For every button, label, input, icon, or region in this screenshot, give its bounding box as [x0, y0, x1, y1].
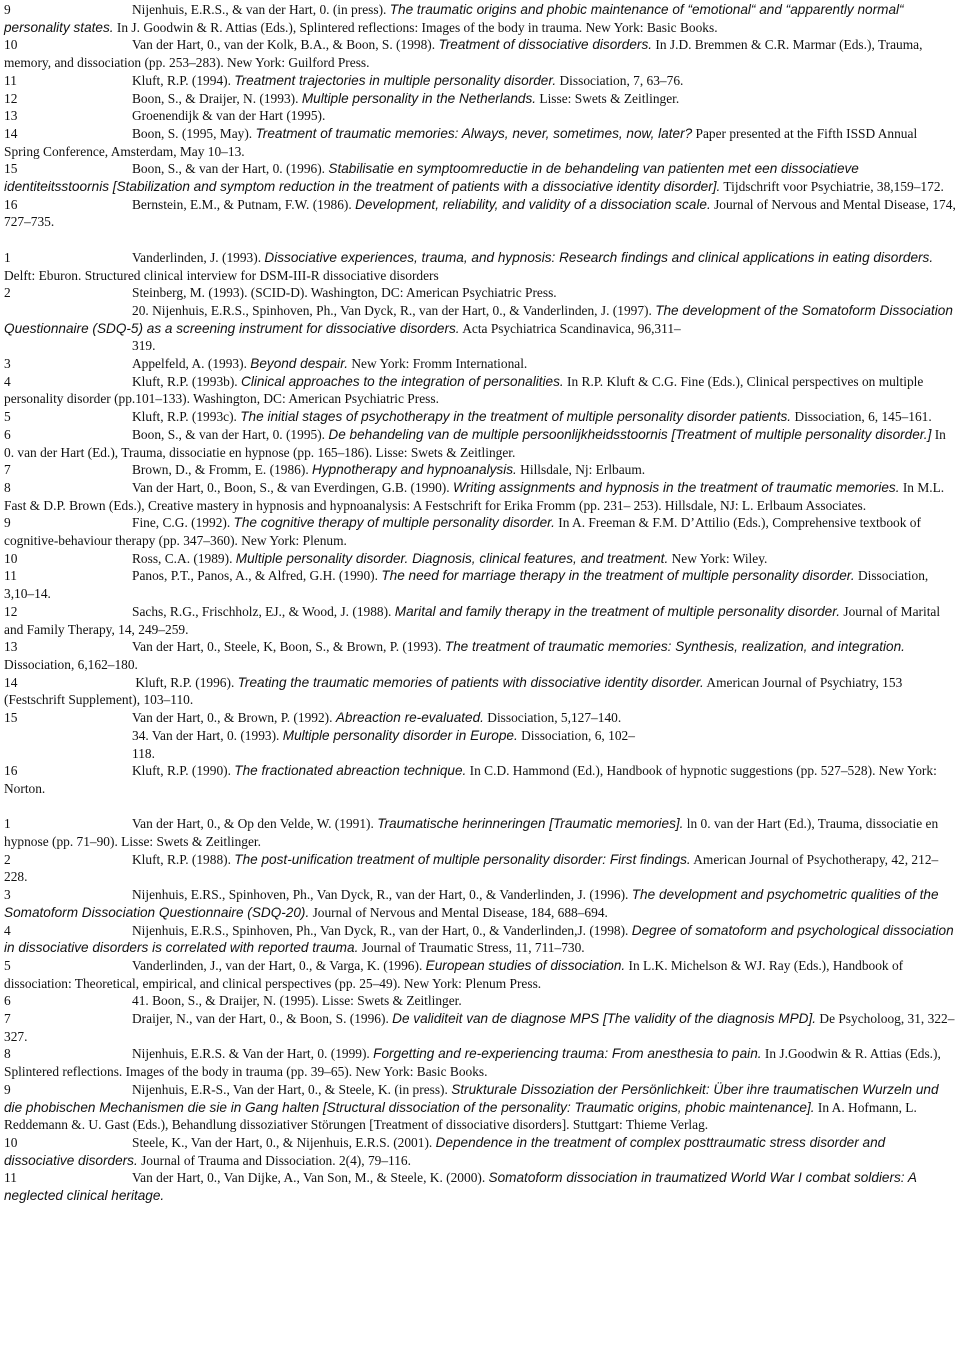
- reference-source: American Journal of Psychiatry, 153 (Festschrift Supplement), 103–110.: [4, 674, 903, 708]
- reference-entry: [4, 762, 956, 797]
- reference-number: 2: [4, 851, 11, 867]
- reference-entry: [4, 550, 956, 568]
- reference-source: Dissociation, 6, 102–: [517, 727, 635, 743]
- reference-entry: [4, 957, 956, 992]
- reference-number: 3: [4, 887, 11, 903]
- reference-number: 2: [4, 285, 11, 301]
- reference-entry: [4, 567, 956, 602]
- reference-source: Dissociation, 7, 63–76.: [556, 72, 684, 88]
- reference-authors: Steinberg, M. (1993). (SCID-D). Washington, DC: American Psychiatric Press.: [132, 285, 557, 301]
- reference-entry: [4, 337, 956, 355]
- reference-number: 16: [4, 763, 18, 779]
- reference-entry: [4, 1169, 956, 1204]
- reference-source: In 0. van der Hart (Ed.), Trauma, dissociatie en hypnose (pp. 165–186). Lisse: Swets & Zeitlinger.: [4, 426, 946, 460]
- reference-entry: [4, 1010, 956, 1045]
- reference-entry: [4, 284, 956, 302]
- reference-title: The development and psychometric qualities of the Somatoform Dissociation Questionnaire (SDQ-20).: [4, 887, 939, 920]
- reference-source: New York: Wiley.: [668, 550, 768, 566]
- reference-authors: Van der Hart, 0., & Brown, P. (1992).: [132, 710, 336, 726]
- reference-authors: 118.: [132, 745, 155, 761]
- reference-entry: [4, 196, 956, 231]
- reference-source: Delft: Eburon. Structured clinical interview for DSM-III-R dissociative disorders: [4, 267, 439, 283]
- reference-entry: [4, 479, 956, 514]
- reference-number: 7: [4, 1011, 11, 1027]
- reference-source: Journal of Traumatic Stress, 11, 711–730.: [358, 940, 585, 956]
- reference-authors: Nijenhuis, E.R.S., Spinhoven, Ph., Van Dyck, R., van der Hart, 0., & Vanderlinden,J. (1998).: [132, 922, 632, 938]
- reference-entry: [4, 461, 956, 479]
- reference-title: Beyond despair.: [250, 356, 349, 372]
- reference-authors: Van der Hart, 0., Van Dijke, A., Van Son, M., & Steele, K. (2000).: [132, 1170, 489, 1186]
- reference-number: 10: [4, 550, 18, 566]
- reference-number: 12: [4, 90, 18, 106]
- reference-title: Development, reliability, and validity of a dissociation scale.: [355, 196, 711, 212]
- reference-authors: Boon, S., & van der Hart, 0. (1995).: [132, 426, 329, 442]
- reference-entry: [4, 1081, 956, 1134]
- reference-entry: [4, 727, 956, 745]
- reference-authors: Ross, C.A. (1989).: [132, 550, 236, 566]
- reference-number: 1: [4, 249, 11, 265]
- section-gap: [4, 231, 956, 249]
- reference-entry: [4, 638, 956, 673]
- reference-number: 6: [4, 993, 11, 1009]
- reference-entry: [4, 302, 956, 337]
- reference-number: 15: [4, 710, 18, 726]
- reference-entry: [4, 514, 956, 549]
- reference-source: American Journal of Psychotherapy, 42, 212–228.: [4, 851, 939, 885]
- reference-title: The initial stages of psychotherapy in the treatment of multiple personality disorder patients.: [240, 409, 792, 425]
- reference-authors: Boon, S., & van der Hart, 0. (1996).: [132, 161, 329, 177]
- reference-number: 3: [4, 356, 11, 372]
- reference-title: The treatment of traumatic memories: Synthesis, realization, and integration.: [444, 639, 905, 655]
- reference-entry: [4, 355, 956, 373]
- reference-authors: Panos, P.T., Panos, A., & Alfred, G.H. (1990).: [132, 568, 382, 584]
- reference-authors: Kluft, R.P. (1988).: [132, 851, 235, 867]
- reference-entry: [4, 886, 956, 921]
- reference-entry: [4, 709, 956, 727]
- reference-number: 16: [4, 196, 18, 212]
- reference-authors: Kluft, R.P. (1993b).: [132, 373, 241, 389]
- reference-title: Multiple personality in the Netherlands.: [301, 90, 537, 106]
- reference-source: Dissociation, 5,127–140.: [483, 710, 622, 726]
- reference-authors: Kluft, R.P. (1996).: [132, 674, 238, 690]
- reference-section: [4, 815, 956, 1204]
- reference-entry: [4, 992, 956, 1010]
- reference-source: In J.Goodwin & R. Attias (Eds.), Splintered reflections. Images of the body in trauma (pp. 39–65). New York: Basic Books.: [4, 1046, 941, 1080]
- reference-entry: [4, 249, 956, 284]
- reference-authors: Van der Hart, 0., & Op den Velde, W. (1991).: [132, 816, 378, 832]
- reference-authors: Brown, D., & Fromm, E. (1986).: [132, 462, 313, 478]
- reference-authors: Vanderlinden, J., van der Hart, 0., & Varga, K. (1996).: [132, 957, 426, 973]
- reference-title: De behandeling van de multiple persoonlijkheidsstoornis [Treatment of multiple personality disorder.]: [328, 426, 932, 442]
- reference-entry: [4, 815, 956, 850]
- reference-title: Traumatische herinneringen [Traumatic memories].: [377, 816, 684, 832]
- reference-authors: Nijenhuis, E.RS., Spinhoven, Ph., Van Dyck, R., van der Hart, 0., & Vanderlinden, J. (1996).: [132, 887, 632, 903]
- reference-title: Dissociative experiences, trauma, and hypnosis: Research findings and clinical applications in eating disorders.: [264, 249, 934, 265]
- reference-title: Hypnotherapy and hypnoanalysis.: [312, 462, 517, 478]
- reference-entry: [4, 373, 956, 408]
- reference-authors: Kluft, R.P. (1993c).: [132, 409, 241, 425]
- reference-source: Dissociation, 6, 145–161.: [791, 409, 932, 425]
- reference-source: Journal of Marital and Family Therapy, 14, 249–259.: [4, 603, 941, 637]
- reference-number: 9: [4, 1081, 11, 1097]
- reference-number: 12: [4, 603, 18, 619]
- reference-title: Treating the traumatic memories of patients with dissociative identity disorder.: [237, 674, 704, 690]
- reference-source: New York: Fromm International.: [348, 356, 528, 372]
- reference-title: European studies of dissociation.: [425, 957, 626, 973]
- reference-authors: Bernstein, E.M., & Putnam, F.W. (1986).: [132, 196, 356, 212]
- reference-title: Writing assignments and hypnosis in the treatment of traumatic memories.: [452, 479, 900, 495]
- reference-authors: Kluft, R.P. (1994).: [132, 72, 235, 88]
- reference-number: 11: [4, 72, 17, 88]
- reference-authors: 34. Van der Hart, 0. (1993).: [132, 727, 283, 743]
- reference-entry: [4, 125, 956, 160]
- reference-entry: [4, 1, 956, 36]
- reference-authors: Vanderlinden, J. (1993).: [132, 249, 265, 265]
- reference-entry: [4, 745, 956, 763]
- reference-number: 11: [4, 1170, 17, 1186]
- reference-title: The development of the Somatoform Dissociation Questionnaire (SDQ-5) as a screening instrument for dissociative disorders.: [4, 302, 953, 336]
- reference-authors: Van der Hart, 0., Boon, S., & van Everdingen, G.B. (1990).: [132, 479, 453, 495]
- reference-entry: [4, 851, 956, 886]
- reference-authors: Draijer, N., van der Hart, 0., & Boon, S. (1996).: [132, 1011, 393, 1027]
- reference-authors: Boon, S., & Draijer, N. (1993).: [132, 90, 302, 106]
- reference-title: Somatoform dissociation in traumatized World War I combat soldiers: A neglected clinical heritage.: [4, 1170, 917, 1204]
- reference-title: The fractionated abreaction technique.: [234, 763, 467, 779]
- reference-source: Paper presented at the Fifth ISSD Annual Spring Conference, Amsterdam, May 10–13.: [4, 125, 918, 159]
- reference-title: The cognitive therapy of multiple personality disorder.: [233, 515, 555, 531]
- reference-source: Journal of Trauma and Dissociation. 2(4), 79–116.: [137, 1152, 411, 1168]
- reference-title: Treatment of traumatic memories: Always, never, sometimes, now, later?: [255, 125, 693, 141]
- reference-source: Tijdschrift voor Psychiatrie, 38,159–172.: [720, 179, 944, 195]
- reference-title: Forgetting and re-experiencing trauma: From anesthesia to pain.: [373, 1046, 762, 1062]
- reference-number: 7: [4, 462, 11, 478]
- reference-authors: 319.: [132, 338, 156, 354]
- reference-entry: [4, 674, 956, 709]
- reference-source: In C.D. Hammond (Ed.), Handbook of hypnotic suggestions (pp. 527–528). New York: Norton.: [4, 763, 937, 796]
- reference-section: [4, 249, 956, 798]
- reference-number: 15: [4, 161, 18, 177]
- reference-number: 10: [4, 1134, 18, 1150]
- reference-source: In L.K. Michelson & WJ. Ray (Eds.), Handbook of dissociation: Theoretical, empirical, and clinical perspectives (pp. 25–49). New York: Plenum Press.: [4, 957, 904, 991]
- reference-entry: [4, 1045, 956, 1080]
- reference-authors: Van der Hart, 0., van der Kolk, B.A., & Boon, S. (1998).: [132, 37, 439, 53]
- reference-number: 13: [4, 108, 18, 124]
- reference-title: The post-unification treatment of multiple personality disorder: First findings.: [234, 851, 691, 867]
- reference-number: 6: [4, 426, 11, 442]
- reference-authors: Boon, S. (1995, May).: [132, 125, 256, 141]
- reference-title: Multiple personality disorder. Diagnosis, clinical features, and treatment.: [235, 550, 669, 566]
- reference-source: De Psycholoog, 31, 322–327.: [4, 1011, 955, 1044]
- reference-number: 8: [4, 1046, 11, 1062]
- reference-number: 14: [4, 674, 18, 690]
- reference-number: 9: [4, 515, 11, 531]
- reference-source: In R.P. Kluft & C.G. Fine (Eds.), Clinical perspectives on multiple personality disorder (pp.101–133). Washington, DC: American Psychiatric Press.: [4, 373, 924, 407]
- reference-source: Hillsdale, Nj: Erlbaum.: [516, 462, 646, 478]
- reference-authors: Nijenhuis, E.R-S., Van der Hart, 0., & Steele, K. (in press).: [132, 1081, 452, 1097]
- reference-source: In A. Hofmann, L. Reddemann &. U. Gast (Eds.), Behandlung dissoziativer Störungen [Treatment of dissociative disorders]. Stuttgart: Thieme Verlag.: [4, 1099, 917, 1133]
- reference-title: Clinical approaches to the integration of personalities.: [241, 373, 564, 389]
- reference-number: 4: [4, 922, 11, 938]
- reference-title: Multiple personality disorder in Europe.: [282, 727, 518, 743]
- reference-number: 10: [4, 37, 18, 53]
- reference-title: Strukturale Dissoziation der Persönlichkeit: Über ihre traumatischen Wurzeln und die phobischen Mechanismen die sie in Gang halten [Structural dissociation of the personality: Traumatic origins, phobic maintenance].: [4, 1081, 939, 1115]
- reference-source: In M.L. Fast & D.P. Brown (Eds.), Creative mastery in hypnosis and hypnoanalysis: A Festschrift for Erika Fromm (pp. 231– 253). Hillsdale, NJ: L. Erlbaum Associates.: [4, 479, 945, 513]
- reference-authors: 41. Boon, S., & Draijer, N. (1995). Lisse: Swets & Zeitlinger.: [132, 993, 462, 1009]
- reference-source: Lisse: Swets & Zeitlinger.: [536, 90, 680, 106]
- reference-authors: Kluft, R.P. (1990).: [132, 763, 235, 779]
- reference-authors: Van der Hart, 0., Steele, K, Boon, S., & Brown, P. (1993).: [132, 639, 445, 655]
- reference-number: 4: [4, 373, 11, 389]
- reference-source: Dissociation, 6,162–180.: [4, 657, 138, 672]
- reference-entry: [4, 90, 956, 108]
- reference-authors: Sachs, R.G., Frischholz, EJ., & Wood, J. (1988).: [132, 603, 395, 619]
- reference-title: Marital and family therapy in the treatment of multiple personality disorder.: [394, 603, 841, 619]
- reference-number: 14: [4, 125, 18, 141]
- reference-title: Treatment trajectories in multiple personality disorder.: [234, 72, 557, 88]
- reference-title: Stabilisatie en symptoomreductie in de behandeling van patienten met een dissociatieve identiteitsstoornis [Stabilization and symptom reduction in the treatment of patients with a dissociative identity disorder].: [4, 161, 859, 195]
- reference-source: In J.D. Bremmen & C.R. Marmar (Eds.), Trauma, memory, and dissociation (pp. 253–283). New York: Guilford Press.: [4, 37, 923, 71]
- reference-source: ln 0. van der Hart (Ed.), Trauma, dissociatie en hypnose (pp. 71–90). Lisse: Swets & Zeitlinger.: [4, 816, 939, 850]
- reference-number: 8: [4, 479, 11, 495]
- reference-authors: Steele, K., Van der Hart, 0., & Nijenhuis, E.R.S. (2001).: [132, 1134, 436, 1150]
- reference-number: 11: [4, 568, 17, 584]
- reference-source: Journal of Nervous and Mental Disease, 174, 727–735.: [4, 196, 956, 230]
- reference-source: In J. Goodwin & R. Attias (Eds.), Splintered reflections: Images of the body in trauma. New York: Basic Books.: [113, 19, 718, 35]
- reference-title: De validiteit van de diagnose MPS [The validity of the diagnosis MPD].: [392, 1011, 817, 1027]
- reference-entry: [4, 160, 956, 195]
- reference-source: Dissociation, 3,10–14.: [4, 568, 929, 602]
- reference-authors: Nijenhuis, E.R.S. & Van der Hart, 0. (1999).: [132, 1046, 374, 1062]
- reference-number: 13: [4, 639, 18, 655]
- reference-authors: Nijenhuis, E.R.S., & van der Hart, 0. (in press).: [132, 2, 390, 17]
- reference-entry: [4, 603, 956, 638]
- reference-authors: 20. Nijenhuis, E.R.S., Spinhoven, Ph., Van Dyck, R., van der Hart, 0., & Vanderlinden, J. (1997).: [132, 302, 656, 318]
- reference-number: 5: [4, 409, 11, 425]
- reference-section: [4, 1, 956, 231]
- reference-number: 1: [4, 816, 11, 832]
- section-gap: [4, 798, 956, 816]
- reference-title: Degree of somatoform and psychological dissociation in dissociative disorders is correlated with reported trauma.: [4, 922, 954, 956]
- reference-title: Treatment of dissociative disorders.: [438, 37, 653, 53]
- reference-title: The need for marriage therapy in the treatment of multiple personality disorder.: [381, 568, 855, 584]
- reference-entry: [4, 36, 956, 71]
- reference-title: The traumatic origins and phobic maintenance of “emotional“ and “apparently normal“ personality states.: [4, 2, 904, 35]
- reference-entry: [4, 107, 956, 125]
- reference-authors: Appelfeld, A. (1993).: [132, 356, 251, 372]
- reference-authors: Groenendijk & van der Hart (1995).: [132, 108, 326, 124]
- reference-title: Abreaction re-evaluated.: [335, 710, 484, 726]
- reference-entry: [4, 72, 956, 90]
- reference-entry: [4, 922, 956, 957]
- reference-source: In A. Freeman & F.M. D’Attilio (Eds.), Comprehensive textbook of cognitive-behaviour therapy (pp. 347–360). New York: Plenum.: [4, 515, 921, 549]
- reference-title: Dependence in the treatment of complex posttraumatic stress disorder and dissociative disorders.: [4, 1134, 886, 1168]
- reference-authors: Fine, C.G. (1992).: [132, 515, 234, 531]
- reference-source: Acta Psychiatrica Scandinavica, 96,311–: [459, 320, 681, 336]
- reference-entry: [4, 408, 956, 426]
- reference-number: 9: [4, 2, 11, 17]
- reference-source: Journal of Nervous and Mental Disease, 184, 688–694.: [309, 904, 608, 920]
- reference-number: 5: [4, 957, 11, 973]
- reference-entry: [4, 426, 956, 461]
- reference-entry: [4, 1134, 956, 1169]
